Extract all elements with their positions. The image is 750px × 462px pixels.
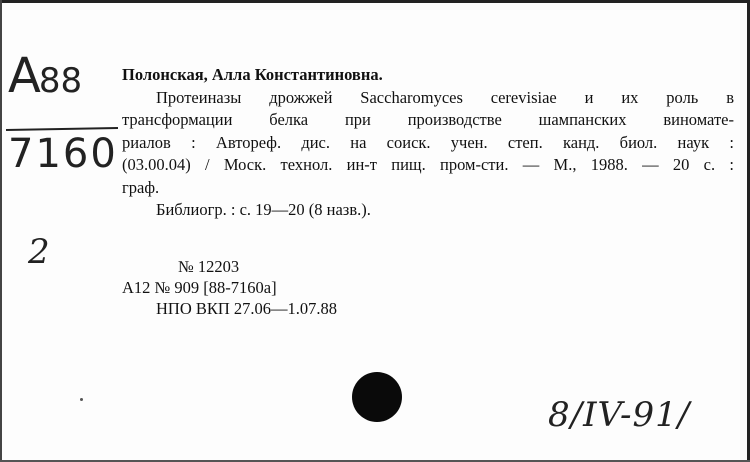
- record-line: граф.: [122, 177, 160, 197]
- bibliographic-record: [122, 64, 734, 222]
- speck: [80, 398, 83, 401]
- record-line: риалов : Автореф. дис. на соиск. учен. степ. канд. биол. наук :: [122, 132, 734, 152]
- record-line: трансформации белка при производстве шампанских виномате-: [122, 110, 734, 129]
- registration-number: № 12203: [178, 257, 240, 276]
- card-border-left: [0, 0, 2, 462]
- handwritten-mark: 2: [28, 232, 50, 272]
- shelf-number: 7160: [8, 131, 118, 177]
- shelf-year: 88: [38, 61, 83, 101]
- registration-block: [122, 256, 337, 319]
- distribution-note: НПО ВКП 27.06—1.07.88: [156, 299, 338, 318]
- author-heading: Полонская, Алла Константиновна.: [122, 65, 383, 84]
- registration-code: A12 № 909 [88-7160a]: [122, 278, 277, 297]
- shelf-letter: А: [8, 48, 39, 104]
- record-line: Протеиназы дрожжей Saccharomyces cerevisiae и их роль в: [156, 87, 734, 107]
- bibliography-note: Библиогр. : с. 19—20 (8 назв.).: [156, 200, 371, 219]
- handwritten-date: 8/IV-91/: [548, 395, 691, 435]
- card-border-top: [0, 0, 750, 3]
- record-line: (03.00.04) / Моск. технол. ин-т пищ. пром-сти. — М., 1988. — 20 с. :: [122, 155, 734, 174]
- shelf-mark-top: [8, 48, 83, 105]
- punch-hole: [352, 372, 402, 422]
